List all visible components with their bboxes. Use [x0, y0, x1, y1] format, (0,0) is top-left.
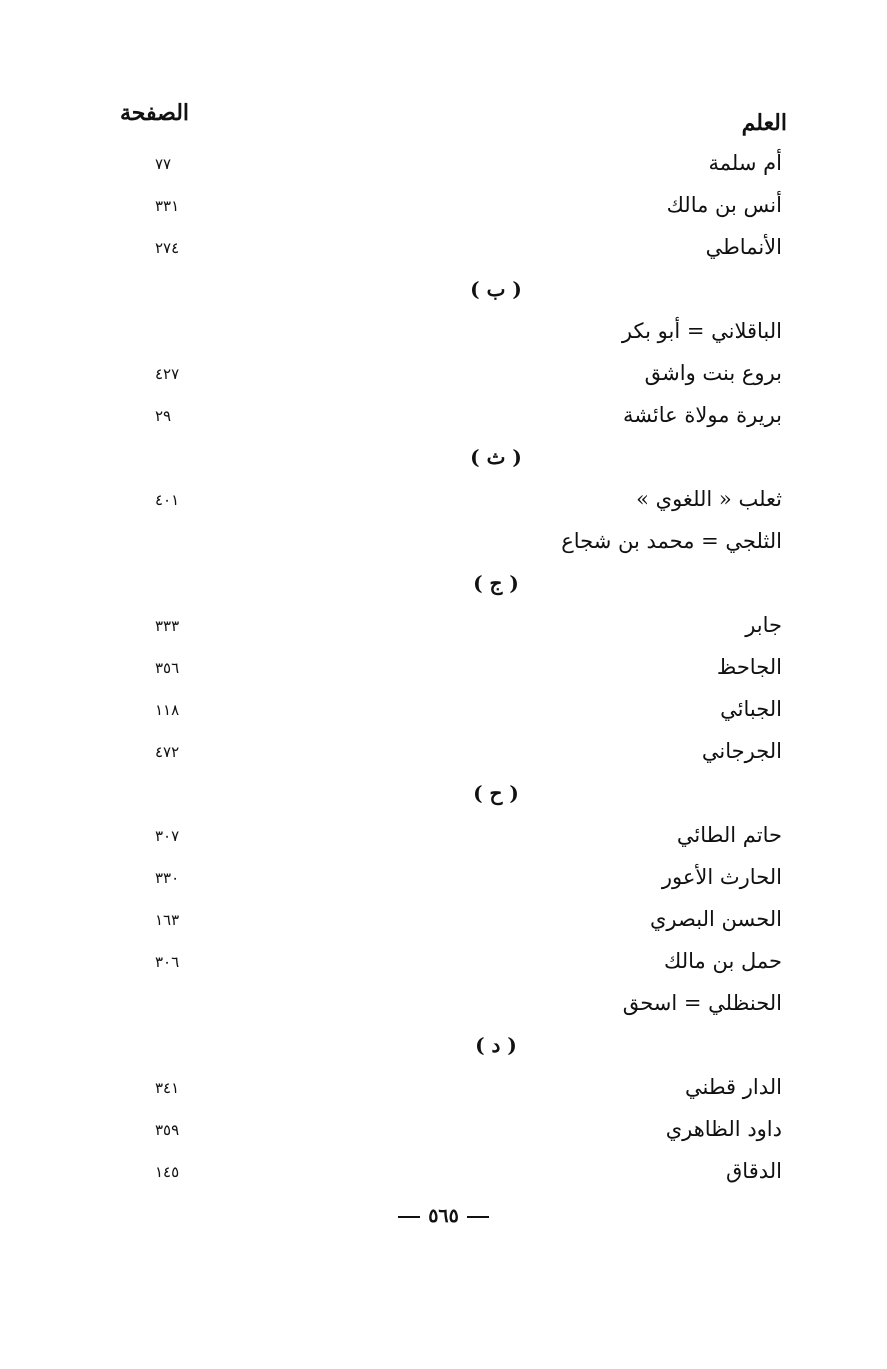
entry-page-number: ٣٠٧ — [155, 827, 180, 845]
entry-page-number: ٢٧٤ — [155, 239, 180, 257]
section-letter: ( ث ) — [470, 445, 522, 469]
section-heading — [110, 775, 782, 817]
footer-dash-left — [398, 1216, 420, 1218]
index-entry — [110, 607, 782, 649]
entry-name: الحارث الأعور — [661, 865, 782, 889]
entry-name: جابر — [745, 613, 782, 637]
column-headers — [110, 100, 787, 140]
page-footer — [0, 1205, 887, 1227]
entry-name: حاتم الطائي — [676, 823, 782, 847]
entry-page-number: ٣٣٠ — [155, 869, 180, 887]
entry-name: الثلجي = محمد بن شجاع — [561, 529, 782, 553]
entry-page-number: ٣٤١ — [155, 1079, 180, 1097]
entry-name: الباقلاني = أبو بكر — [621, 319, 782, 343]
index-entry — [110, 145, 782, 187]
entry-name: الحنظلي = اسحق — [622, 991, 782, 1015]
entry-page-number: ٤٧٢ — [155, 743, 180, 761]
entry-page-number: ١١٨ — [155, 701, 180, 719]
index-entry — [110, 943, 782, 985]
entry-name: أنس بن مالك — [666, 193, 782, 217]
entry-name: أم سلمة — [708, 151, 782, 175]
entry-name: داود الظاهري — [665, 1117, 782, 1141]
entry-name: الجبائي — [720, 697, 782, 721]
page-column-header: الصفحة — [120, 100, 190, 126]
index-entry — [110, 1111, 782, 1153]
index-entry — [110, 313, 782, 355]
index-entry — [110, 901, 782, 943]
entry-page-number: ٤٢٧ — [155, 365, 180, 383]
entry-page-number: ٣٣٣ — [155, 617, 180, 635]
index-entry — [110, 691, 782, 733]
index-entry — [110, 859, 782, 901]
section-heading — [110, 271, 782, 313]
index-entry — [110, 649, 782, 691]
index-entry — [110, 397, 782, 439]
section-letter: ( ح ) — [473, 781, 519, 805]
entry-name: الأنماطي — [705, 235, 782, 259]
entry-page-number: ١٦٣ — [155, 911, 180, 929]
entry-page-number: ٧٧ — [155, 155, 172, 173]
name-column-header: العلم — [741, 110, 787, 136]
entry-page-number: ٣٥٦ — [155, 659, 180, 677]
entry-name: الدار قطني — [684, 1075, 782, 1099]
index-entry — [110, 733, 782, 775]
entry-name: بروع بنت واشق — [644, 361, 782, 385]
index-entry — [110, 523, 782, 565]
index-list — [110, 145, 782, 1195]
entry-name: الجرجاني — [701, 739, 782, 763]
entry-page-number: ٣٣١ — [155, 197, 180, 215]
entry-name: ثعلب « اللغوي » — [636, 487, 782, 511]
section-letter: ( ج ) — [473, 571, 519, 595]
section-letter: ( ب ) — [470, 277, 522, 301]
section-letter: ( د ) — [475, 1033, 517, 1057]
entry-page-number: ٣٥٩ — [155, 1121, 180, 1139]
entry-name: بريرة مولاة عائشة — [622, 403, 782, 427]
index-entry — [110, 817, 782, 859]
section-heading — [110, 1027, 782, 1069]
entry-name: الحسن البصري — [650, 907, 782, 931]
index-entry — [110, 481, 782, 523]
entry-page-number: ١٤٥ — [155, 1163, 180, 1181]
entry-page-number: ٤٠١ — [155, 491, 180, 509]
page-number: ٥٦٥ — [428, 1205, 459, 1227]
entry-name: الدقاق — [726, 1159, 782, 1183]
entry-name: حمل بن مالك — [664, 949, 782, 973]
index-entry — [110, 355, 782, 397]
section-heading — [110, 439, 782, 481]
index-entry — [110, 229, 782, 271]
footer-dash-right — [467, 1216, 489, 1218]
entry-page-number: ٢٩ — [155, 407, 172, 425]
entry-name: الجاحظ — [716, 655, 782, 679]
index-entry — [110, 1069, 782, 1111]
index-entry — [110, 187, 782, 229]
index-entry — [110, 1153, 782, 1195]
index-entry — [110, 985, 782, 1027]
section-heading — [110, 565, 782, 607]
entry-page-number: ٣٠٦ — [155, 953, 180, 971]
